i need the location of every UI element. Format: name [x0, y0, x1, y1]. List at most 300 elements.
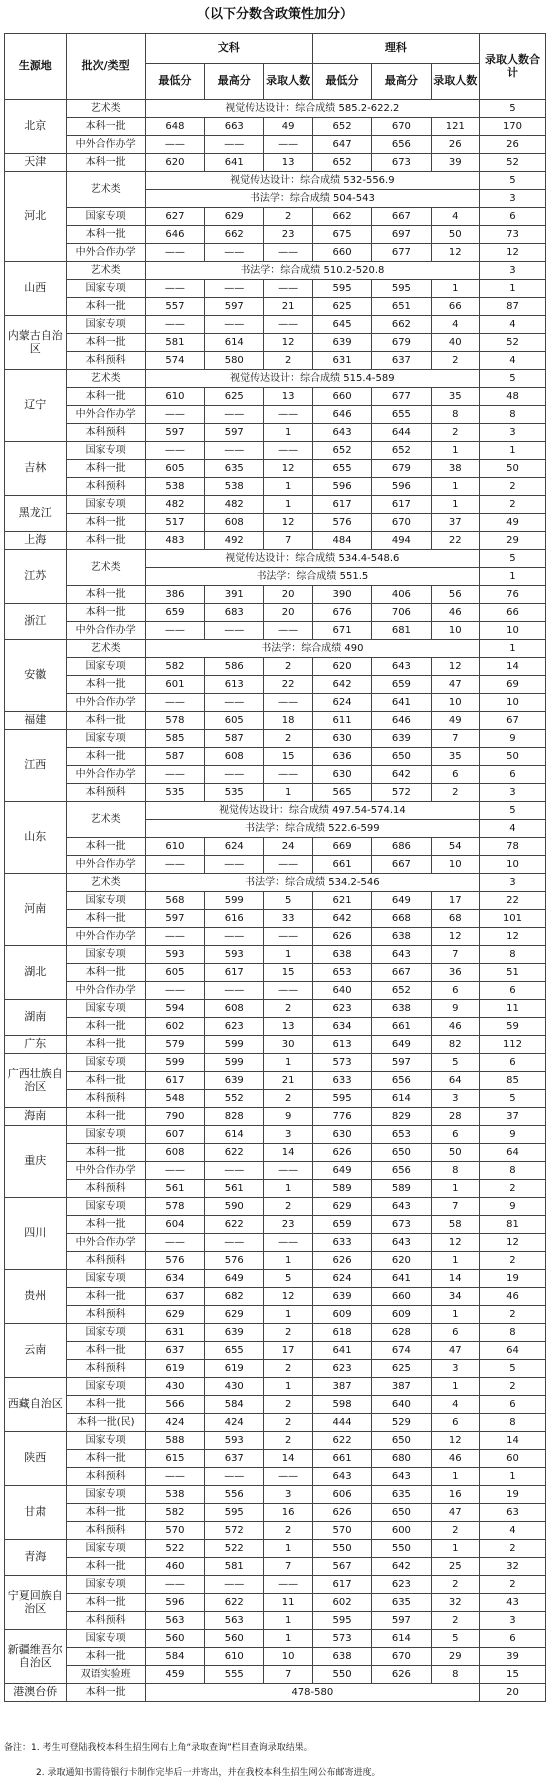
merged-score-cell: 视觉传达设计：综合成绩 532-556.9	[145, 172, 479, 190]
header-arts-count: 录取人数	[264, 64, 312, 100]
total-cell: 2	[479, 1180, 545, 1198]
arts-count-cell: 2	[264, 1000, 312, 1018]
science-max-cell: 829	[372, 1108, 431, 1126]
arts-max-cell: 595	[205, 1504, 264, 1522]
total-cell: 69	[479, 676, 545, 694]
total-cell: 5	[479, 370, 545, 388]
total-cell: 60	[479, 1450, 545, 1468]
science-min-cell: 567	[312, 1558, 371, 1576]
province-cell: 云南	[5, 1324, 67, 1378]
arts-max-cell: 623	[205, 1018, 264, 1036]
science-count-cell: 6	[431, 982, 479, 1000]
total-cell: 19	[479, 1270, 545, 1288]
science-count-cell: 28	[431, 1108, 479, 1126]
arts-max-cell: 828	[205, 1108, 264, 1126]
science-count-cell: 12	[431, 1432, 479, 1450]
science-count-cell: 4	[431, 1396, 479, 1414]
batch-cell: 本科预科	[66, 1306, 145, 1324]
table-row	[5, 100, 546, 118]
arts-max-cell: ——	[205, 1234, 264, 1252]
science-count-cell: 64	[431, 1072, 479, 1090]
arts-max-cell: 683	[205, 604, 264, 622]
arts-count-cell: 12	[264, 514, 312, 532]
science-min-cell: 595	[312, 280, 371, 298]
science-max-cell: 595	[372, 280, 431, 298]
arts-min-cell: 581	[145, 334, 204, 352]
batch-cell: 国家专项	[66, 730, 145, 748]
arts-min-cell: 576	[145, 1252, 204, 1270]
table-row	[5, 1414, 546, 1432]
arts-max-cell: 581	[205, 1558, 264, 1576]
total-cell: 9	[479, 1198, 545, 1216]
science-count-cell: 39	[431, 154, 479, 172]
province-cell: 福建	[5, 712, 67, 730]
table-row	[5, 1576, 546, 1594]
total-cell: 66	[479, 604, 545, 622]
arts-max-cell: 556	[205, 1486, 264, 1504]
total-cell: 2	[479, 478, 545, 496]
arts-max-cell: 586	[205, 658, 264, 676]
science-max-cell: 628	[372, 1324, 431, 1342]
arts-min-cell: 605	[145, 460, 204, 478]
total-cell: 3	[479, 784, 545, 802]
table-row	[5, 154, 546, 172]
science-min-cell: 631	[312, 352, 371, 370]
table-row	[5, 298, 546, 316]
total-cell: 78	[479, 838, 545, 856]
total-cell: 1	[479, 442, 545, 460]
batch-cell: 本科一批	[66, 604, 145, 622]
table-row	[5, 1018, 546, 1036]
total-cell: 1	[479, 280, 545, 298]
batch-cell: 艺术类	[66, 874, 145, 892]
science-max-cell: 494	[372, 532, 431, 550]
arts-max-cell: ——	[205, 694, 264, 712]
science-min-cell: 573	[312, 1054, 371, 1072]
science-min-cell: 633	[312, 1234, 371, 1252]
science-count-cell: 12	[431, 658, 479, 676]
arts-count-cell: 15	[264, 964, 312, 982]
science-max-cell: 673	[372, 154, 431, 172]
science-count-cell: 37	[431, 514, 479, 532]
table-row	[5, 1036, 546, 1054]
arts-count-cell: 13	[264, 388, 312, 406]
arts-min-cell: 648	[145, 118, 204, 136]
header-batch: 批次/类型	[66, 34, 145, 100]
science-min-cell: 642	[312, 676, 371, 694]
science-max-cell: 667	[372, 964, 431, 982]
batch-cell: 本科一批	[66, 712, 145, 730]
total-cell: 46	[479, 1288, 545, 1306]
science-count-cell: 6	[431, 766, 479, 784]
arts-count-cell: 49	[264, 118, 312, 136]
table-row	[5, 514, 546, 532]
total-cell: 170	[479, 118, 545, 136]
science-max-cell: 667	[372, 856, 431, 874]
batch-cell: 本科一批	[66, 910, 145, 928]
science-max-cell: 572	[372, 784, 431, 802]
total-cell: 5	[479, 1360, 545, 1378]
arts-min-cell: ——	[145, 982, 204, 1000]
science-min-cell: 606	[312, 1486, 371, 1504]
merged-score-cell: 视觉传达设计：综合成绩 585.2-622.2	[145, 100, 479, 118]
arts-max-cell: 482	[205, 496, 264, 514]
science-min-cell: 675	[312, 226, 371, 244]
science-max-cell: 639	[372, 730, 431, 748]
total-cell: 4	[479, 352, 545, 370]
arts-count-cell: 1	[264, 496, 312, 514]
arts-count-cell: ——	[264, 982, 312, 1000]
table-row	[5, 712, 546, 730]
science-count-cell: 29	[431, 1648, 479, 1666]
science-count-cell: 3	[431, 1090, 479, 1108]
arts-max-cell: 561	[205, 1180, 264, 1198]
science-max-cell: 680	[372, 1450, 431, 1468]
total-cell: 59	[479, 1018, 545, 1036]
science-count-cell: 50	[431, 226, 479, 244]
science-min-cell: 626	[312, 1144, 371, 1162]
merged-score-cell: 书法学：综合成绩 551.5	[145, 568, 479, 586]
science-count-cell: 82	[431, 1036, 479, 1054]
total-cell: 2	[479, 1378, 545, 1396]
arts-min-cell: 582	[145, 658, 204, 676]
table-row	[5, 1432, 546, 1450]
science-count-cell: 12	[431, 244, 479, 262]
science-max-cell: 667	[372, 208, 431, 226]
batch-cell: 国家专项	[66, 496, 145, 514]
arts-count-cell: 2	[264, 1090, 312, 1108]
science-max-cell: 679	[372, 334, 431, 352]
arts-min-cell: 566	[145, 1396, 204, 1414]
science-min-cell: 573	[312, 1630, 371, 1648]
science-count-cell: 56	[431, 586, 479, 604]
table-row	[5, 388, 546, 406]
science-min-cell: 617	[312, 496, 371, 514]
science-count-cell: 1	[431, 442, 479, 460]
science-count-cell: 2	[431, 1522, 479, 1540]
total-cell: 15	[479, 1666, 545, 1684]
science-count-cell: 8	[431, 406, 479, 424]
batch-cell: 中外合作办学	[66, 856, 145, 874]
province-cell: 广西壮族自治区	[5, 1054, 67, 1108]
total-cell: 12	[479, 1234, 545, 1252]
science-max-cell: 643	[372, 1468, 431, 1486]
arts-min-cell: 483	[145, 532, 204, 550]
batch-cell: 本科一批	[66, 964, 145, 982]
header-total: 录取人数合计	[479, 34, 545, 100]
province-cell: 山西	[5, 262, 67, 316]
total-cell: 76	[479, 586, 545, 604]
science-min-cell: 626	[312, 928, 371, 946]
science-max-cell: 638	[372, 928, 431, 946]
arts-min-cell: 627	[145, 208, 204, 226]
province-cell: 海南	[5, 1108, 67, 1126]
batch-cell: 中外合作办学	[66, 1234, 145, 1252]
batch-cell: 本科一批	[66, 514, 145, 532]
province-cell: 江西	[5, 730, 67, 802]
batch-cell: 艺术类	[66, 370, 145, 388]
merged-score-cell: 视觉传达设计：综合成绩 534.4-548.6	[145, 550, 479, 568]
total-cell: 3	[479, 262, 545, 280]
arts-min-cell: ——	[145, 280, 204, 298]
arts-min-cell: 587	[145, 748, 204, 766]
table-row	[5, 1198, 546, 1216]
table-row	[5, 1108, 546, 1126]
arts-max-cell: 584	[205, 1396, 264, 1414]
total-cell: 6	[479, 208, 545, 226]
batch-cell: 本科一批	[66, 586, 145, 604]
total-cell: 51	[479, 964, 545, 982]
science-min-cell: 636	[312, 748, 371, 766]
table-row	[5, 442, 546, 460]
table-row	[5, 1252, 546, 1270]
arts-min-cell: 596	[145, 1594, 204, 1612]
science-count-cell: 58	[431, 1216, 479, 1234]
arts-max-cell: 563	[205, 1612, 264, 1630]
science-min-cell: 626	[312, 1252, 371, 1270]
table-row	[5, 208, 546, 226]
batch-cell: 国家专项	[66, 1432, 145, 1450]
arts-min-cell: 538	[145, 1486, 204, 1504]
arts-max-cell: 619	[205, 1360, 264, 1378]
total-cell: 4	[479, 316, 545, 334]
table-row	[5, 784, 546, 802]
batch-cell: 本科一批	[66, 298, 145, 316]
arts-min-cell: 574	[145, 352, 204, 370]
science-count-cell: 8	[431, 1162, 479, 1180]
merged-score-cell: 视觉传达设计：综合成绩 497.54-574.14	[145, 802, 479, 820]
arts-min-cell: 538	[145, 478, 204, 496]
batch-cell: 国家专项	[66, 1630, 145, 1648]
table-row	[5, 946, 546, 964]
science-count-cell: 7	[431, 1198, 479, 1216]
batch-cell: 本科预科	[66, 1360, 145, 1378]
arts-max-cell: 605	[205, 712, 264, 730]
science-min-cell: 633	[312, 1072, 371, 1090]
arts-min-cell: 594	[145, 1000, 204, 1018]
table-row	[5, 910, 546, 928]
science-min-cell: 643	[312, 1468, 371, 1486]
arts-max-cell: 608	[205, 514, 264, 532]
arts-count-cell: 13	[264, 154, 312, 172]
arts-count-cell: 9	[264, 1108, 312, 1126]
batch-cell: 艺术类	[66, 262, 145, 280]
arts-max-cell: 649	[205, 1270, 264, 1288]
batch-cell: 中外合作办学	[66, 982, 145, 1000]
science-max-cell: 643	[372, 658, 431, 676]
batch-cell: 双语实验班	[66, 1666, 145, 1684]
arts-min-cell: ——	[145, 406, 204, 424]
table-row	[5, 1306, 546, 1324]
batch-cell: 国家专项	[66, 1000, 145, 1018]
merged-score-cell: 书法学：综合成绩 504-543	[145, 190, 479, 208]
science-count-cell: 6	[431, 1414, 479, 1432]
arts-count-cell: 12	[264, 334, 312, 352]
arts-max-cell: 593	[205, 1432, 264, 1450]
province-cell: 山东	[5, 802, 67, 874]
science-max-cell: 706	[372, 604, 431, 622]
table-row	[5, 802, 546, 820]
science-count-cell: 5	[431, 1630, 479, 1648]
science-max-cell: 652	[372, 442, 431, 460]
header-science-count: 录取人数	[431, 64, 479, 100]
table-row	[5, 136, 546, 154]
science-min-cell: 630	[312, 730, 371, 748]
science-min-cell: 659	[312, 1216, 371, 1234]
batch-cell: 中外合作办学	[66, 136, 145, 154]
arts-max-cell: ——	[205, 928, 264, 946]
batch-cell: 中外合作办学	[66, 694, 145, 712]
arts-max-cell: 552	[205, 1090, 264, 1108]
arts-min-cell: 602	[145, 1018, 204, 1036]
arts-count-cell: 1	[264, 946, 312, 964]
table-row	[5, 1162, 546, 1180]
footnote-1: 备注：1. 考生可登陆我校本科生招生网右上角“录取查询”栏目查询录取结果。	[4, 1743, 313, 1753]
science-max-cell: 597	[372, 1612, 431, 1630]
science-min-cell: 624	[312, 1270, 371, 1288]
arts-max-cell: 538	[205, 478, 264, 496]
science-max-cell: 641	[372, 694, 431, 712]
science-count-cell: 6	[431, 1126, 479, 1144]
science-count-cell: 7	[431, 946, 479, 964]
arts-max-cell: 617	[205, 964, 264, 982]
total-cell: 8	[479, 1414, 545, 1432]
arts-min-cell: 637	[145, 1342, 204, 1360]
province-cell: 江苏	[5, 550, 67, 604]
arts-count-cell: ——	[264, 442, 312, 460]
total-cell: 1	[479, 640, 545, 658]
science-count-cell: 1	[431, 496, 479, 514]
arts-max-cell: 599	[205, 1036, 264, 1054]
science-max-cell: 656	[372, 136, 431, 154]
science-count-cell: 2	[431, 784, 479, 802]
science-min-cell: 390	[312, 586, 371, 604]
total-cell: 14	[479, 1432, 545, 1450]
total-cell: 22	[479, 892, 545, 910]
batch-cell: 本科一批(民)	[66, 1414, 145, 1432]
arts-max-cell: ——	[205, 244, 264, 262]
total-cell: 112	[479, 1036, 545, 1054]
header-arts: 文科	[145, 34, 312, 64]
arts-max-cell: 616	[205, 910, 264, 928]
science-count-cell: 1	[431, 1378, 479, 1396]
science-count-cell: 6	[431, 1324, 479, 1342]
batch-cell: 国家专项	[66, 1378, 145, 1396]
province-cell: 港澳台侨	[5, 1684, 67, 1702]
table-row	[5, 982, 546, 1000]
batch-cell: 本科预科	[66, 1612, 145, 1630]
science-min-cell: 595	[312, 1090, 371, 1108]
total-cell: 6	[479, 982, 545, 1000]
table-row	[5, 1180, 546, 1198]
arts-count-cell: 1	[264, 424, 312, 442]
table-row	[5, 658, 546, 676]
batch-cell: 国家专项	[66, 1270, 145, 1288]
table-row	[5, 676, 546, 694]
science-min-cell: 652	[312, 442, 371, 460]
arts-count-cell: 7	[264, 532, 312, 550]
table-row	[5, 316, 546, 334]
arts-max-cell: 663	[205, 118, 264, 136]
merged-score-cell: 书法学：综合成绩 490	[145, 640, 479, 658]
total-cell: 10	[479, 856, 545, 874]
province-cell: 天津	[5, 154, 67, 172]
arts-count-cell: ——	[264, 1162, 312, 1180]
batch-cell: 本科一批	[66, 748, 145, 766]
arts-count-cell: 1	[264, 1054, 312, 1072]
arts-count-cell: 1	[264, 1306, 312, 1324]
batch-cell: 本科一批	[66, 1450, 145, 1468]
table-row	[5, 334, 546, 352]
arts-max-cell: 625	[205, 388, 264, 406]
arts-max-cell: 610	[205, 1648, 264, 1666]
total-cell: 2	[479, 1576, 545, 1594]
table-row	[5, 262, 546, 280]
batch-cell: 国家专项	[66, 892, 145, 910]
batch-cell: 本科预科	[66, 352, 145, 370]
science-min-cell: 630	[312, 766, 371, 784]
arts-max-cell: 639	[205, 1072, 264, 1090]
science-max-cell: 649	[372, 892, 431, 910]
province-cell: 北京	[5, 100, 67, 154]
batch-cell: 本科一批	[66, 532, 145, 550]
arts-count-cell: 1	[264, 1252, 312, 1270]
total-cell: 8	[479, 946, 545, 964]
science-max-cell: 640	[372, 1396, 431, 1414]
total-cell: 2	[479, 1540, 545, 1558]
table-row	[5, 1360, 546, 1378]
batch-cell: 本科一批	[66, 1558, 145, 1576]
science-max-cell: 644	[372, 424, 431, 442]
arts-max-cell: 622	[205, 1144, 264, 1162]
arts-count-cell: 2	[264, 352, 312, 370]
science-max-cell: 387	[372, 1378, 431, 1396]
total-cell: 20	[479, 1684, 545, 1702]
total-cell: 8	[479, 406, 545, 424]
arts-max-cell: 580	[205, 352, 264, 370]
batch-cell: 本科一批	[66, 1396, 145, 1414]
total-cell: 9	[479, 730, 545, 748]
science-count-cell: 17	[431, 892, 479, 910]
arts-max-cell: 639	[205, 1324, 264, 1342]
science-min-cell: 387	[312, 1378, 371, 1396]
arts-count-cell: 23	[264, 226, 312, 244]
arts-count-cell: 15	[264, 748, 312, 766]
arts-max-cell: 424	[205, 1414, 264, 1432]
batch-cell: 本科一批	[66, 1648, 145, 1666]
science-min-cell: 624	[312, 694, 371, 712]
arts-min-cell: ——	[145, 136, 204, 154]
science-max-cell: 614	[372, 1630, 431, 1648]
table-row	[5, 244, 546, 262]
arts-count-cell: 3	[264, 1486, 312, 1504]
science-min-cell: 623	[312, 1360, 371, 1378]
arts-count-cell: 1	[264, 1540, 312, 1558]
science-count-cell: 5	[431, 1054, 479, 1072]
science-min-cell: 776	[312, 1108, 371, 1126]
batch-cell: 本科预科	[66, 1252, 145, 1270]
batch-cell: 国家专项	[66, 1324, 145, 1342]
science-count-cell: 121	[431, 118, 479, 136]
science-max-cell: 670	[372, 118, 431, 136]
arts-max-cell: 662	[205, 226, 264, 244]
arts-min-cell: 560	[145, 1630, 204, 1648]
arts-min-cell: 629	[145, 1306, 204, 1324]
science-count-cell: 35	[431, 748, 479, 766]
arts-count-cell: ——	[264, 766, 312, 784]
table-row	[5, 1342, 546, 1360]
batch-cell: 艺术类	[66, 802, 145, 838]
